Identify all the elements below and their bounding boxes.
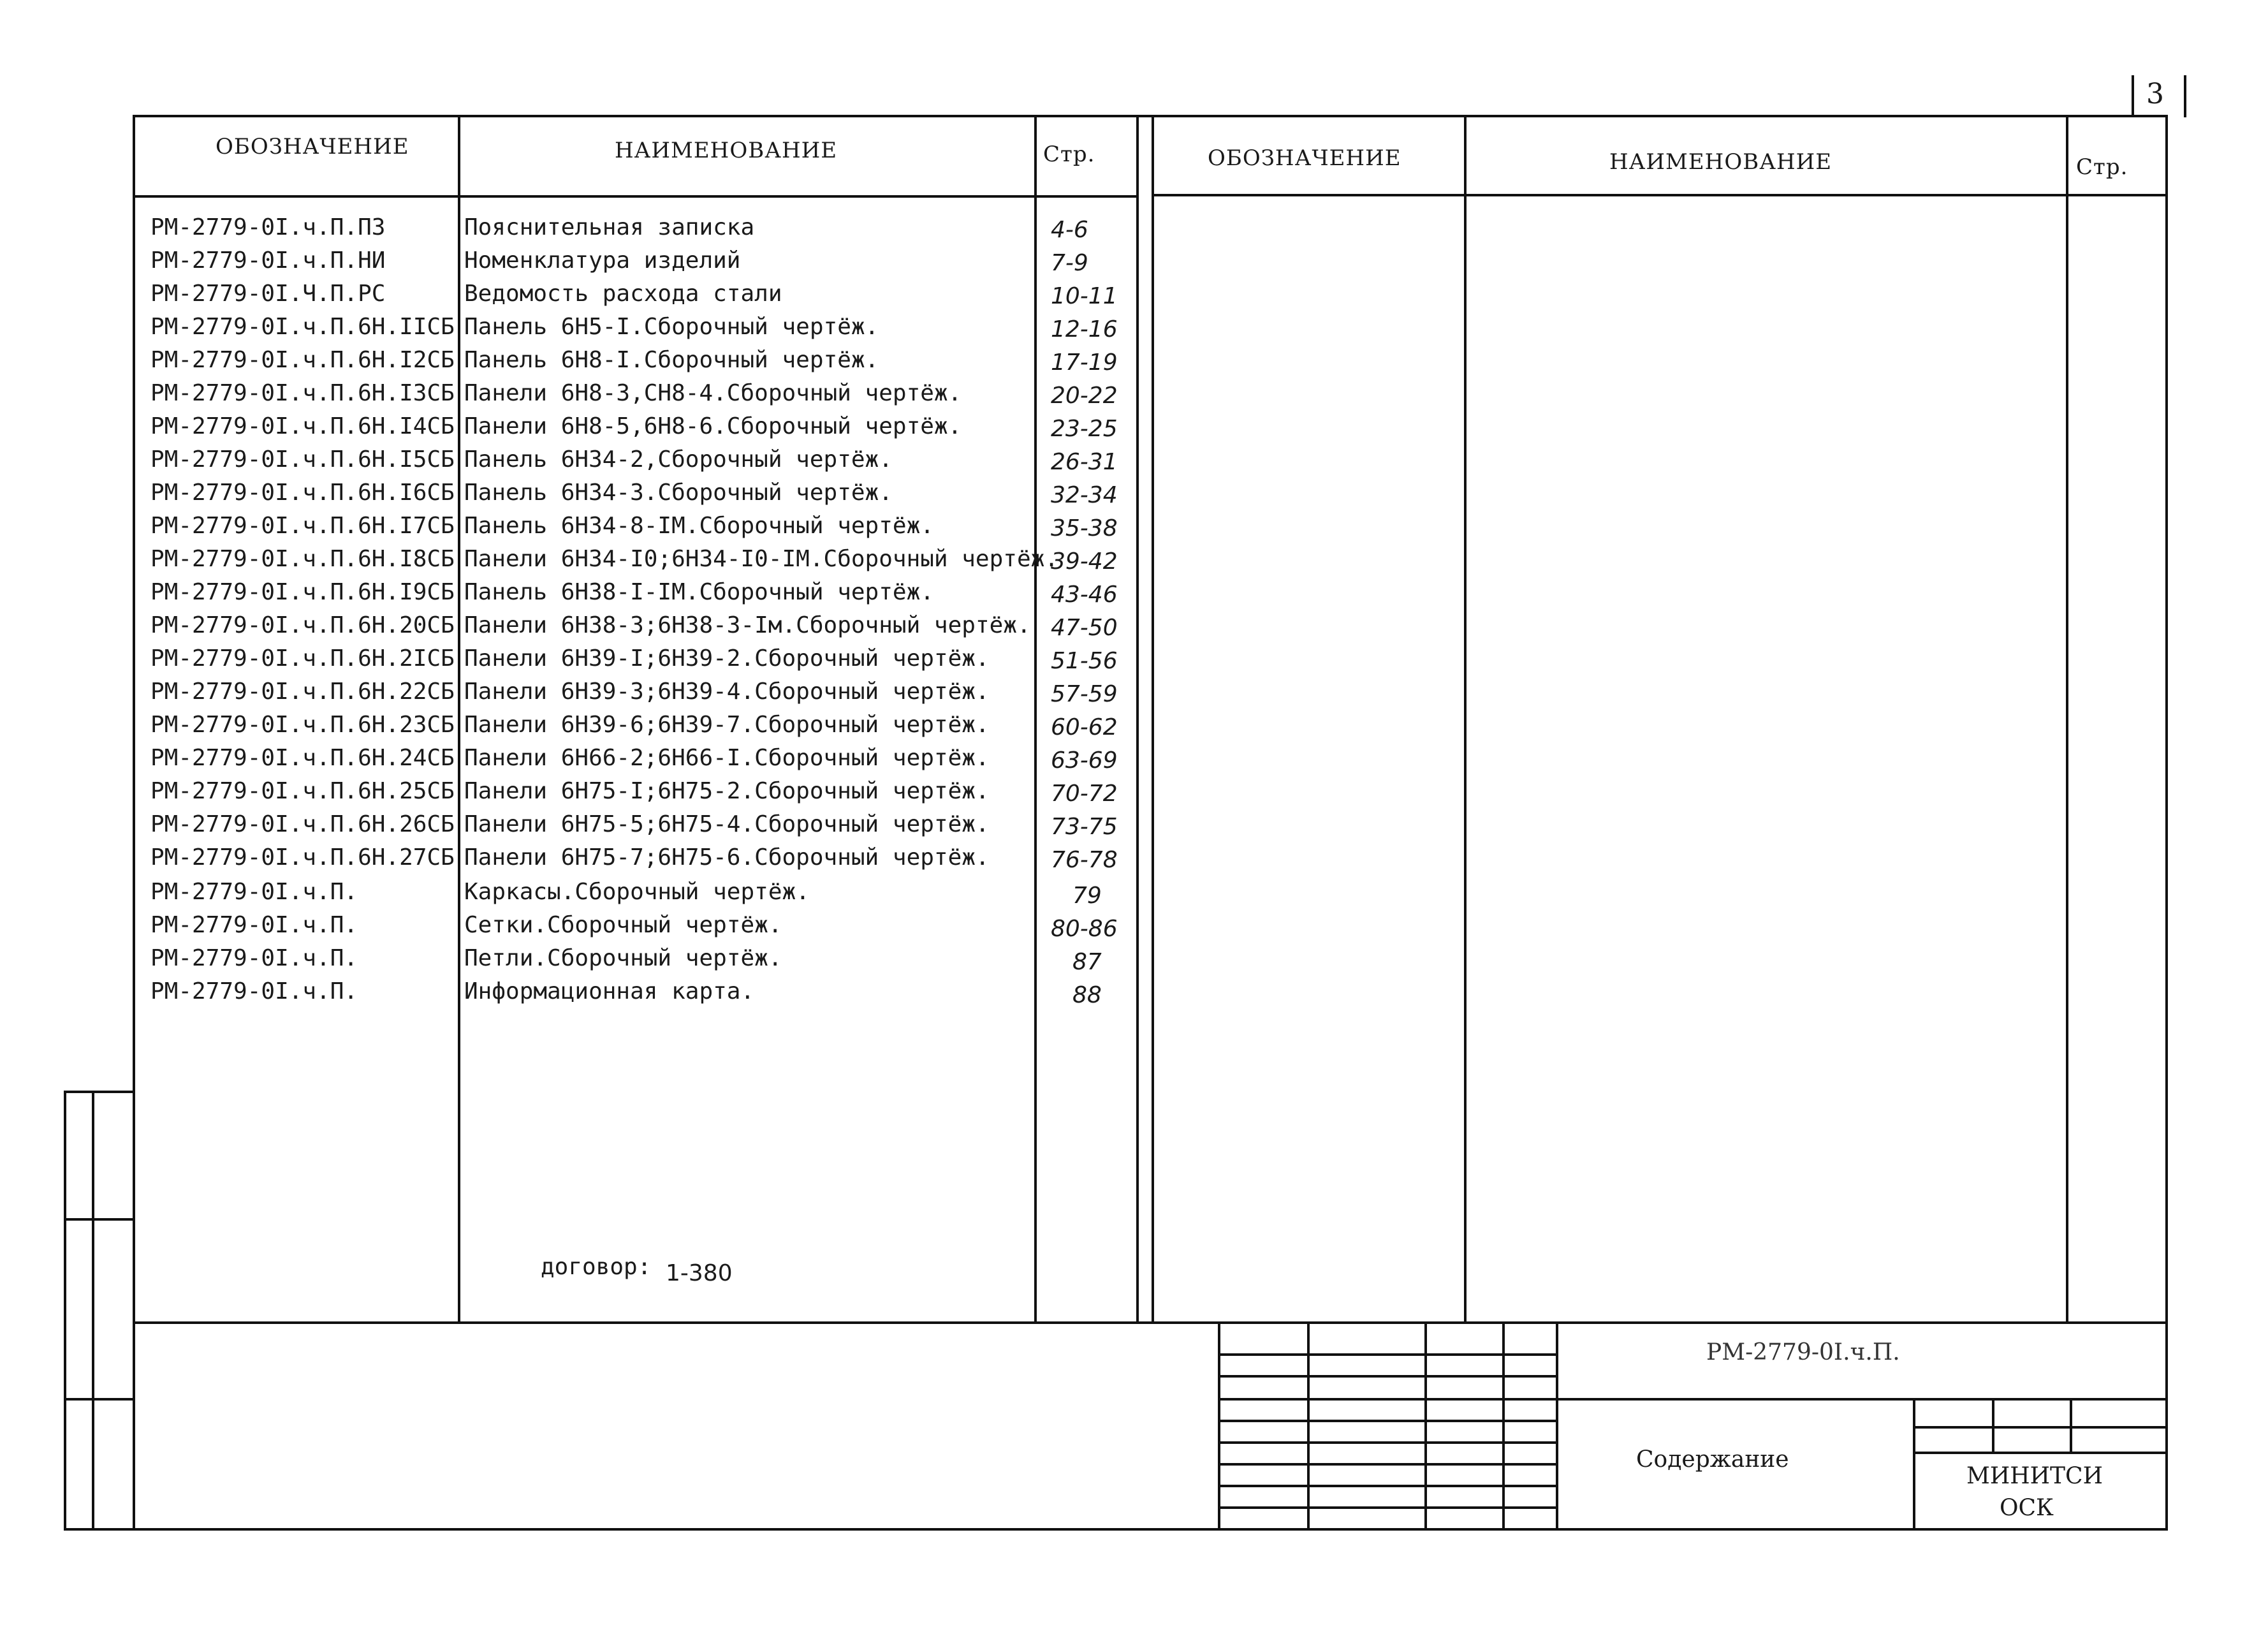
row-page: 87 [1072, 949, 1102, 975]
row-page: 26-31 [1051, 449, 1118, 475]
row-page: 4-6 [1051, 217, 1088, 243]
row-page: 57-59 [1051, 681, 1118, 707]
row-code: РМ-2779-0I.ч.П. [150, 945, 358, 971]
row-name: Панели 6Н38-3;6Н38-3-Iм.Сборочный чертёж. [464, 612, 1031, 638]
row-code: РМ-2779-0I.ч.П.6Н.2IСБ [150, 645, 455, 672]
row-page: 7-9 [1051, 250, 1088, 276]
row-name: Панели 6Н75-7;6Н75-6.Сборочный чертёж. [464, 844, 990, 871]
row-page: 73-75 [1051, 814, 1118, 840]
row-page: 43-46 [1051, 582, 1118, 608]
row-code: РМ-2779-0I.ч.П.6Н.I3СБ [150, 380, 455, 406]
row-name: Панели 6Н39-I;6Н39-2.Сборочный чертёж. [464, 645, 990, 672]
row-name: Панели 6Н8-3,СН8-4.Сборочный чертёж. [464, 380, 962, 406]
right-header-name: НАИМЕНОВАНИЕ [1609, 149, 1833, 175]
row-code: РМ-2779-0I.ч.П.6Н.27СБ [150, 844, 455, 871]
row-page: 70-72 [1051, 781, 1118, 807]
row-code: РМ-2779-0I.ч.П.6Н.26СБ [150, 811, 455, 837]
row-page: 20-22 [1051, 383, 1118, 409]
row-name: Панели 6Н66-2;6Н66-I.Сборочный чертёж. [464, 745, 990, 771]
row-page: 80-86 [1051, 916, 1118, 942]
row-name: Панели 6Н8-5,6Н8-6.Сборочный чертёж. [464, 413, 962, 439]
row-code: РМ-2779-0I.ч.П. [150, 879, 358, 905]
row-code: РМ-2779-0I.ч.П.6Н.I8СБ [150, 546, 455, 572]
row-name: Панели 6Н39-6;6Н39-7.Сборочный чертёж. [464, 712, 990, 738]
row-name: Пояснительная записка [464, 214, 755, 240]
row-code: РМ-2779-0I.ч.П.6Н.25СБ [150, 778, 455, 804]
row-page: 35-38 [1051, 515, 1118, 541]
row-code: РМ-2779-0I.ч.П.6Н.I2СБ [150, 347, 455, 373]
row-code: РМ-2779-0I.ч.П. [150, 912, 358, 938]
row-code: РМ-2779-0I.ч.П.6Н.23СБ [150, 712, 455, 738]
contract-number: 1-380 [666, 1260, 733, 1286]
row-name: Ведомость расхода стали [464, 281, 782, 307]
left-header-page: Стр. [1043, 142, 1095, 167]
row-name: Панели 6Н75-I;6Н75-2.Сборочный чертёж. [464, 778, 990, 804]
row-name: Панели 6Н34-I0;6Н34-I0-IМ.Сборочный чертёж. [464, 546, 1058, 572]
row-code: РМ-2779-0I.ч.П.6Н.I6СБ [150, 480, 455, 506]
row-code: РМ-2779-0I.ч.П.ПЗ [150, 214, 386, 240]
row-page: 63-69 [1051, 747, 1118, 774]
row-page: 47-50 [1051, 615, 1118, 641]
row-page: 39-42 [1051, 548, 1118, 575]
row-code: РМ-2779-0I.ч.П.6Н.I7СБ [150, 513, 455, 539]
sheet-number: 3 [2146, 78, 2164, 110]
row-page: 32-34 [1051, 482, 1118, 508]
left-header-name: НАИМЕНОВАНИЕ [615, 138, 838, 163]
organization-name: МИНИТСИ [1966, 1463, 2103, 1489]
row-name: Панели 6Н75-5;6Н75-4.Сборочный чертёж. [464, 811, 990, 837]
row-code: РМ-2779-0I.ч.П.6Н.I5СБ [150, 446, 455, 473]
organization-department: ОСК [2000, 1495, 2054, 1521]
row-code: РМ-2779-0I.ч.П.6Н.IIСБ [150, 314, 455, 340]
left-header-code: ОБОЗНАЧЕНИЕ [216, 134, 409, 159]
row-name: Номенклатура изделий [464, 247, 741, 274]
row-code: РМ-2779-0I.ч.П.6Н.24СБ [150, 745, 455, 771]
right-header-page: Стр. [2076, 154, 2128, 180]
row-page: 60-62 [1051, 714, 1118, 740]
row-page: 12-16 [1051, 316, 1118, 342]
row-code: РМ-2779-0I.ч.П.6Н.20СБ [150, 612, 455, 638]
row-name: Каркасы.Сборочный чертёж. [464, 879, 810, 905]
row-name: Панель 6Н38-I-IМ.Сборочный чертёж. [464, 579, 934, 605]
row-code: РМ-2779-0I.ч.П. [150, 978, 358, 1004]
row-name: Панель 6Н5-I.Сборочный чертёж. [464, 314, 879, 340]
document-code: РМ-2779-0I.ч.П. [1706, 1339, 1900, 1365]
row-page: 79 [1072, 883, 1102, 909]
row-page: 76-78 [1051, 847, 1118, 873]
right-header-code: ОБОЗНАЧЕНИЕ [1208, 145, 1401, 171]
row-page: 17-19 [1051, 349, 1118, 376]
contract-label: договор: [541, 1254, 652, 1280]
row-name: Панель 6Н34-2,Сборочный чертёж. [464, 446, 893, 473]
row-page: 23-25 [1051, 416, 1118, 442]
row-page: 51-56 [1051, 648, 1118, 674]
row-name: Петли.Сборочный чертёж. [464, 945, 782, 971]
row-code: РМ-2779-0I.ч.П.НИ [150, 247, 386, 274]
row-name: Панель 6Н34-8-IМ.Сборочный чертёж. [464, 513, 934, 539]
document-title: Содержание [1636, 1446, 1789, 1473]
row-name: Панель 6Н8-I.Сборочный чертёж. [464, 347, 879, 373]
row-code: РМ-2779-0I.Ч.П.РС [150, 281, 386, 307]
row-code: РМ-2779-0I.ч.П.6Н.22СБ [150, 679, 455, 705]
row-code: РМ-2779-0I.ч.П.6Н.I4СБ [150, 413, 455, 439]
row-name: Информационная карта. [464, 978, 755, 1004]
row-code: РМ-2779-0I.ч.П.6Н.I9СБ [150, 579, 455, 605]
row-name: Панель 6Н34-3.Сборочный чертёж. [464, 480, 893, 506]
row-name: Панели 6Н39-3;6Н39-4.Сборочный чертёж. [464, 679, 990, 705]
row-name: Сетки.Сборочный чертёж. [464, 912, 782, 938]
row-page: 10-11 [1051, 283, 1118, 309]
row-page: 88 [1072, 982, 1102, 1008]
